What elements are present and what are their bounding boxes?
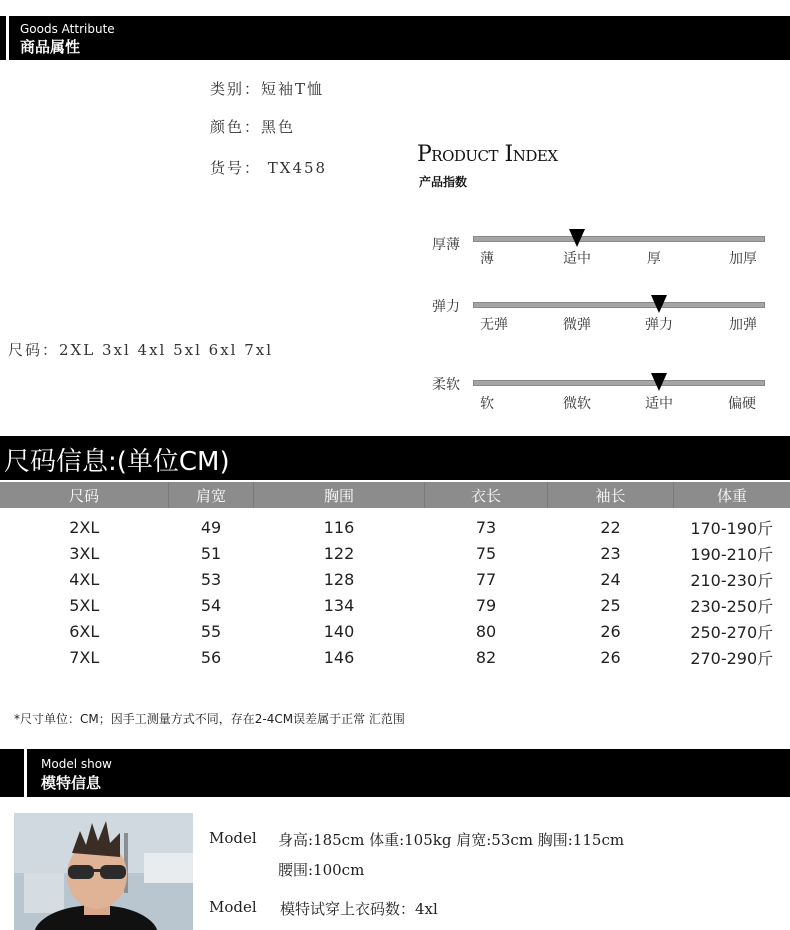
table-cell: 250-270斤 bbox=[690, 622, 774, 642]
table-cell: 170-190斤 bbox=[690, 518, 774, 538]
table-cell: 134 bbox=[323, 595, 355, 615]
header-accent-stripe bbox=[24, 749, 27, 797]
size-table-header-row bbox=[0, 482, 790, 508]
scale-softness-track bbox=[473, 380, 765, 386]
table-row bbox=[0, 592, 790, 618]
model-show-header bbox=[0, 749, 790, 797]
scale-softness-marker bbox=[651, 373, 667, 391]
scale-elasticity-label: 弹力 bbox=[432, 299, 460, 315]
scale-elasticity-tick: 加弹 bbox=[729, 317, 757, 333]
table-cell: 26 bbox=[600, 621, 621, 641]
table-cell: 23 bbox=[600, 543, 621, 563]
model-line3-prefix: Model bbox=[209, 898, 257, 916]
scale-elasticity-tick: 无弹 bbox=[480, 317, 508, 333]
table-cell: 4XL bbox=[69, 569, 100, 589]
scale-thickness-marker bbox=[569, 229, 585, 247]
scale-softness-tick: 微软 bbox=[563, 396, 591, 412]
table-cell: 75 bbox=[475, 543, 497, 563]
table-cell: 25 bbox=[600, 595, 621, 615]
product-index-title: Product Index bbox=[417, 142, 558, 167]
table-cell: 26 bbox=[600, 647, 621, 667]
scale-softness-tick: 适中 bbox=[645, 396, 673, 412]
table-cell: 2XL bbox=[69, 517, 100, 537]
table-cell: 6XL bbox=[69, 621, 100, 641]
scale-thickness-tick: 加厚 bbox=[729, 251, 757, 267]
table-header-weight: 体重 bbox=[674, 482, 790, 508]
table-row bbox=[0, 644, 790, 670]
table-cell: 24 bbox=[600, 569, 621, 589]
size-table bbox=[0, 482, 790, 670]
model-photo-image bbox=[14, 813, 193, 930]
table-cell: 140 bbox=[323, 621, 355, 641]
model-show-title-cn: 模特信息 bbox=[41, 774, 102, 792]
scale-thickness-track bbox=[473, 236, 765, 242]
table-cell: 55 bbox=[200, 621, 222, 641]
table-row bbox=[0, 508, 790, 540]
product-index-subtitle: 产品指数 bbox=[419, 175, 468, 189]
table-cell: 51 bbox=[200, 543, 222, 563]
model-fit-size: 模特试穿上衣码数：4xl bbox=[280, 900, 438, 918]
model-measurements: 身高:185cm 体重:105kg 肩宽:53cm 胸围:115cm bbox=[278, 831, 625, 849]
goods-attribute-title-en: Goods Attribute bbox=[20, 22, 115, 36]
table-cell: 73 bbox=[475, 517, 497, 537]
table-cell: 190-210斤 bbox=[690, 544, 774, 564]
scale-softness-label: 柔软 bbox=[432, 377, 460, 393]
table-cell: 230-250斤 bbox=[690, 596, 774, 616]
header-accent-stripe bbox=[6, 16, 9, 60]
attr-color: 颜色：黑色 bbox=[210, 118, 296, 136]
table-cell: 3XL bbox=[69, 543, 100, 563]
attr-category: 类别：短袖T恤 bbox=[210, 80, 325, 98]
scale-elasticity-tick: 弹力 bbox=[645, 317, 673, 333]
table-cell: 79 bbox=[475, 595, 497, 615]
scale-softness-tick: 软 bbox=[480, 396, 494, 412]
table-cell: 122 bbox=[323, 543, 355, 563]
table-cell: 22 bbox=[600, 517, 621, 537]
table-cell: 49 bbox=[200, 517, 222, 537]
goods-attribute-header bbox=[0, 16, 790, 60]
table-cell: 116 bbox=[323, 517, 355, 537]
model-photo bbox=[14, 813, 193, 930]
size-note: *尺寸单位：CM；因手工测量方式不同，存在2-4CM误差属于正常 汇范围 bbox=[14, 712, 405, 726]
table-cell: 53 bbox=[200, 569, 222, 589]
table-cell: 80 bbox=[475, 621, 497, 641]
table-cell: 7XL bbox=[69, 647, 100, 667]
scale-thickness-tick: 适中 bbox=[563, 251, 591, 267]
scale-elasticity-marker bbox=[651, 295, 667, 313]
scale-thickness-label: 厚薄 bbox=[432, 237, 460, 253]
table-cell: 82 bbox=[475, 647, 497, 667]
table-row bbox=[0, 618, 790, 644]
table-header-length: 衣长 bbox=[425, 482, 548, 508]
size-info-title: 尺码信息:(单位CM) bbox=[4, 447, 230, 477]
table-cell: 128 bbox=[323, 569, 355, 589]
size-info-header bbox=[0, 436, 790, 480]
model-line1-prefix: Model bbox=[209, 829, 257, 847]
scale-thickness-tick: 厚 bbox=[647, 251, 661, 267]
table-cell: 56 bbox=[200, 647, 222, 667]
table-header-shoulder: 肩宽 bbox=[169, 482, 254, 508]
table-row bbox=[0, 566, 790, 592]
model-waist: 腰围:100cm bbox=[278, 861, 365, 879]
scale-thickness-tick: 薄 bbox=[480, 251, 494, 267]
attr-item-no: 货号： TX458 bbox=[210, 159, 328, 177]
model-show-title-en: Model show bbox=[41, 757, 112, 771]
goods-attribute-title-cn: 商品属性 bbox=[20, 38, 81, 56]
table-header-sleeve: 袖长 bbox=[548, 482, 674, 508]
table-cell: 5XL bbox=[69, 595, 100, 615]
scale-elasticity-track bbox=[473, 302, 765, 308]
table-header-chest: 胸围 bbox=[254, 482, 425, 508]
scale-elasticity-tick: 微弹 bbox=[563, 317, 591, 333]
attr-sizes: 尺码：2XL 3xl 4xl 5xl 6xl 7xl bbox=[8, 341, 274, 359]
table-cell: 210-230斤 bbox=[690, 570, 774, 590]
scale-softness-tick: 偏硬 bbox=[728, 396, 756, 412]
table-cell: 54 bbox=[200, 595, 222, 615]
table-row bbox=[0, 540, 790, 566]
table-header-size: 尺码 bbox=[0, 482, 169, 508]
table-cell: 146 bbox=[323, 647, 355, 667]
table-cell: 77 bbox=[475, 569, 497, 589]
table-cell: 270-290斤 bbox=[690, 648, 774, 668]
